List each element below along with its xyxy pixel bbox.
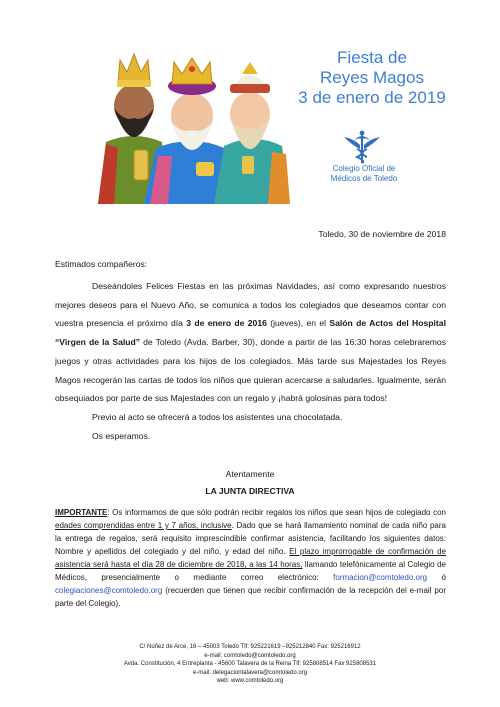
- footer-line: e-mail: delegaciontalavera@comtoledo.org: [192, 669, 308, 676]
- notice-text: llamando telefónicamente al Colegio de Médicos, presencialmente o mediante correo electrónico:: [55, 560, 447, 582]
- letter-paragraph: Previo al acto se ofrecerá a todos los asistentes una chocolatada.: [92, 411, 343, 422]
- footer: [0, 643, 500, 686]
- footer-line: e-mail: comtoledo@comtoledo.org: [204, 652, 296, 659]
- letter-paragraph: Os esperamos.: [92, 430, 151, 441]
- event-title-line: Reyes Magos: [320, 68, 424, 87]
- three-kings-illustration: [92, 44, 292, 204]
- event-title-line: 3 de enero de 2019: [298, 88, 446, 107]
- letter-text: (jueves), en el: [266, 318, 330, 329]
- letter-salutation: Estimados compañeros:: [55, 259, 148, 269]
- caduceus-logo-icon: [342, 125, 382, 165]
- footer-line: web: www.comtoledo.org: [216, 678, 284, 685]
- footer-line: C/ Núñez de Arce, 16 – 45003 Toledo Tlf: 925221619 –925212840 Fax: 925216912: [139, 644, 361, 650]
- notice-label: IMPORTANTE: [55, 508, 108, 517]
- important-notice: [55, 506, 446, 610]
- email-link-colegiaciones[interactable]: colegiaciones@comtoledo.org: [55, 586, 163, 595]
- notice-age-range: edades comprendidas entre 1 y 7 años, inclusive: [55, 521, 232, 530]
- letter-text: Deseándoles Felices Fiestas en las próximas Navidades, así como expresando nuestros mejores deseos para el Nuevo Año, se comunica a todos los colegiados que deseamos contar con vuestra presencia el próximo día: [55, 281, 446, 329]
- notice-text: (recuerden que tienen que recibir confirmación de la recepción del e-mail por parte del Colegio).: [55, 586, 446, 608]
- footer-line: Avda. Constitución, 4 Entreplanta - 45600 Talavera de la Reina Tlf: 925808514 Fax 925808531: [123, 661, 377, 668]
- college-name: [322, 164, 406, 184]
- event-date-highlight: 3 de enero de 2016: [186, 318, 267, 329]
- college-name-line: Médicos de Toledo: [330, 174, 398, 183]
- letter-text: de Toledo (Avda. Barber, 30), donde a partir de las 16:30 horas celebraremos juegos y otras actividades para los hijos de los colegiados. Más tarde sus Majestades los Reyes Magos recogerán las cartas de todos los niños que quieran acercarse a saludarles. Igualmente, serán obsequiados por parte de sus Majestades con un regalo y ¡habrá golosinas para todos!: [55, 337, 447, 404]
- letter-paragraph: [55, 277, 446, 408]
- king-right-figure: [214, 62, 290, 204]
- letter-closing: Atentamente: [225, 469, 275, 479]
- college-name-line: Colegio Oficial de: [332, 164, 396, 173]
- event-title-line: Fiesta de: [337, 48, 407, 67]
- event-title: [292, 48, 452, 108]
- letter-body: [55, 277, 446, 445]
- event-venue-highlight: Salón de Actos del Hospital “Virgen de la Salud”: [55, 318, 446, 348]
- email-link-formacion[interactable]: formacion@comtoledo.org: [333, 573, 428, 582]
- letter-date: Toledo, 30 de noviembre de 2018: [318, 229, 446, 239]
- notice-deadline: El plazo improrrogable de confirmación de asistencia será hasta el día 28 de diciembre de 2018, a las 14 horas,: [55, 547, 446, 569]
- notice-text: ó: [427, 573, 446, 582]
- notice-text: : Os informamos de que sólo podrán recibir regalos los niños que sean hijos de colegiado con: [107, 508, 446, 517]
- letter-signature: LA JUNTA DIRECTIVA: [205, 486, 295, 496]
- notice-text: . Dado que se hará llamamiento nominal de cada niño para la entrega de regalos, será requisito imprescindible confirmar asistencia, facilitando los siguientes datos: Nombre y apellidos del colegiado y del niño, y edad del niño.: [55, 521, 446, 556]
